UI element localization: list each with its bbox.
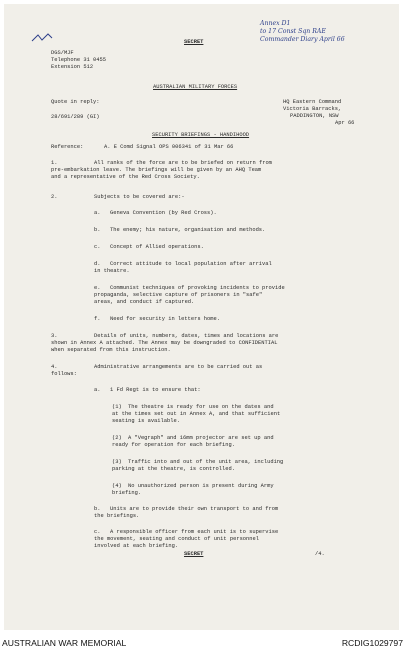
item-e-line-2: propaganda, selective capture of prisoners in "safe": [94, 292, 263, 298]
para-1-line-3: and a representative of the Red Cross Society.: [51, 174, 200, 180]
sub-3-line-1: Traffic into and out of the unit area, including: [128, 459, 284, 465]
para-3-line-2: shown in Annex A attached. The Annex may be downgraded to CONFIDENTIAL: [51, 340, 278, 346]
classification-top: SECRET: [184, 39, 204, 45]
quote-label: Quote in reply:: [51, 99, 100, 105]
reference-value: A. E Comd Signal OPS 006341 of 31 Mar 66: [104, 144, 234, 150]
para-4-number: 4.: [51, 364, 58, 370]
para-3-line-3: when separated from this instruction.: [51, 347, 171, 353]
sub-4-number: (4): [112, 483, 122, 489]
item-b-text: The enemy; his nature, organisation and methods.: [110, 227, 266, 233]
sender-telephone: Telephone 31 0455: [51, 57, 106, 63]
para-4-line-2: follows:: [51, 371, 77, 377]
pen-scribble-mark: [30, 32, 54, 44]
para-2-number: 2.: [51, 194, 58, 200]
item-c-letter: c.: [94, 244, 101, 250]
continuation-marker: /4.: [315, 551, 325, 557]
classification-bottom: SECRET: [184, 551, 204, 557]
sub-1-line-2: at the times set out in Annex A, and that sufficient: [112, 411, 281, 417]
sub-2-line-2: ready for operation for each briefing.: [112, 442, 235, 448]
sender-ref: DGS/MJF: [51, 50, 74, 56]
item-e-line-3: areas, and conduct if captured.: [94, 299, 195, 305]
para-2-intro: Subjects to be covered are:-: [94, 194, 185, 200]
item-a-letter: a.: [94, 210, 101, 216]
handwritten-unit-note: to 17 Const Sqn RAE: [260, 28, 326, 35]
file-reference: 28/691/289 (GI): [51, 114, 100, 120]
para-3-line-1: Details of units, numbers, dates, times and locations are: [94, 333, 279, 339]
handwritten-annex-note: Annex D1: [260, 20, 291, 27]
item-f-text: Need for security in letters home.: [110, 316, 220, 322]
para-4c-line-3: involved at each briefing.: [94, 543, 179, 549]
item-b-letter: b.: [94, 227, 101, 233]
item-d-line-2: in theatre.: [94, 268, 130, 274]
letter-date: Apr 66: [335, 120, 355, 126]
para-4c-line-2: the movement, seating and conduct of unit personnel: [94, 536, 259, 542]
sub-1-number: (1): [112, 404, 122, 410]
item-e-letter: e.: [94, 285, 101, 291]
para-4b-line-1: Units are to provide their own transport to and from: [110, 506, 279, 512]
para-1-line-2: pre-embarkation leave. The briefings will be given by an AHQ Team: [51, 167, 262, 173]
sub-3-line-2: parking at the theatre, is controlled.: [112, 466, 235, 472]
para-4b-line-2: the briefings.: [94, 513, 140, 519]
item-e-line-1: Communist techniques of provoking incidents to provide: [110, 285, 285, 291]
item-c-text: Concept of Allied operations.: [110, 244, 204, 250]
handwritten-diary-note: Commander Diary April 66: [260, 36, 345, 43]
sender-extension: Extension 512: [51, 64, 94, 70]
sub-2-number: (2): [112, 435, 122, 441]
para-4-line-1: Administrative arrangements are to be carried out as: [94, 364, 263, 370]
address-line-3: PADDINGTON, NSW: [290, 113, 339, 119]
para-4a-text: 1 Fd Regt is to ensure that:: [110, 387, 201, 393]
footer-archive-name: AUSTRALIAN WAR MEMORIAL: [2, 638, 127, 648]
para-1-line-1: All ranks of the force are to be briefed on return from: [94, 160, 272, 166]
para-4c-line-1: A responsible officer from each unit is to supervise: [110, 529, 279, 535]
subject-heading: SECURITY BRIEFINGS - HANDIHOOD: [152, 132, 250, 138]
para-4a-letter: a.: [94, 387, 101, 393]
para-1-number: 1.: [51, 160, 58, 166]
sub-4-line-2: briefing.: [112, 490, 142, 496]
sub-1-line-3: seating is available.: [112, 418, 180, 424]
item-a-text: Geneva Convention (by Red Cross).: [110, 210, 217, 216]
sub-2-line-1: A "Vegraph" and 16mm projector are set up and: [128, 435, 274, 441]
organisation-heading: AUSTRALIAN MILITARY FORCES: [153, 84, 238, 90]
para-4b-letter: b.: [94, 506, 101, 512]
address-line-2: Victoria Barracks,: [283, 106, 342, 112]
document-page: [4, 4, 399, 630]
sub-3-number: (3): [112, 459, 122, 465]
sub-1-line-1: The theatre is ready for use on the dates and: [128, 404, 274, 410]
sub-4-line-1: No unauthorized person is present during Army: [128, 483, 274, 489]
para-4c-letter: c.: [94, 529, 101, 535]
item-d-letter: d.: [94, 261, 101, 267]
item-d-line-1: Correct attitude to local population after arrival: [110, 261, 272, 267]
para-3-number: 3.: [51, 333, 58, 339]
address-line-1: HQ Eastern Command: [283, 99, 342, 105]
item-f-letter: f.: [94, 316, 101, 322]
reference-label: Reference:: [51, 144, 84, 150]
footer-record-id: RCDIG1029797: [341, 638, 403, 648]
